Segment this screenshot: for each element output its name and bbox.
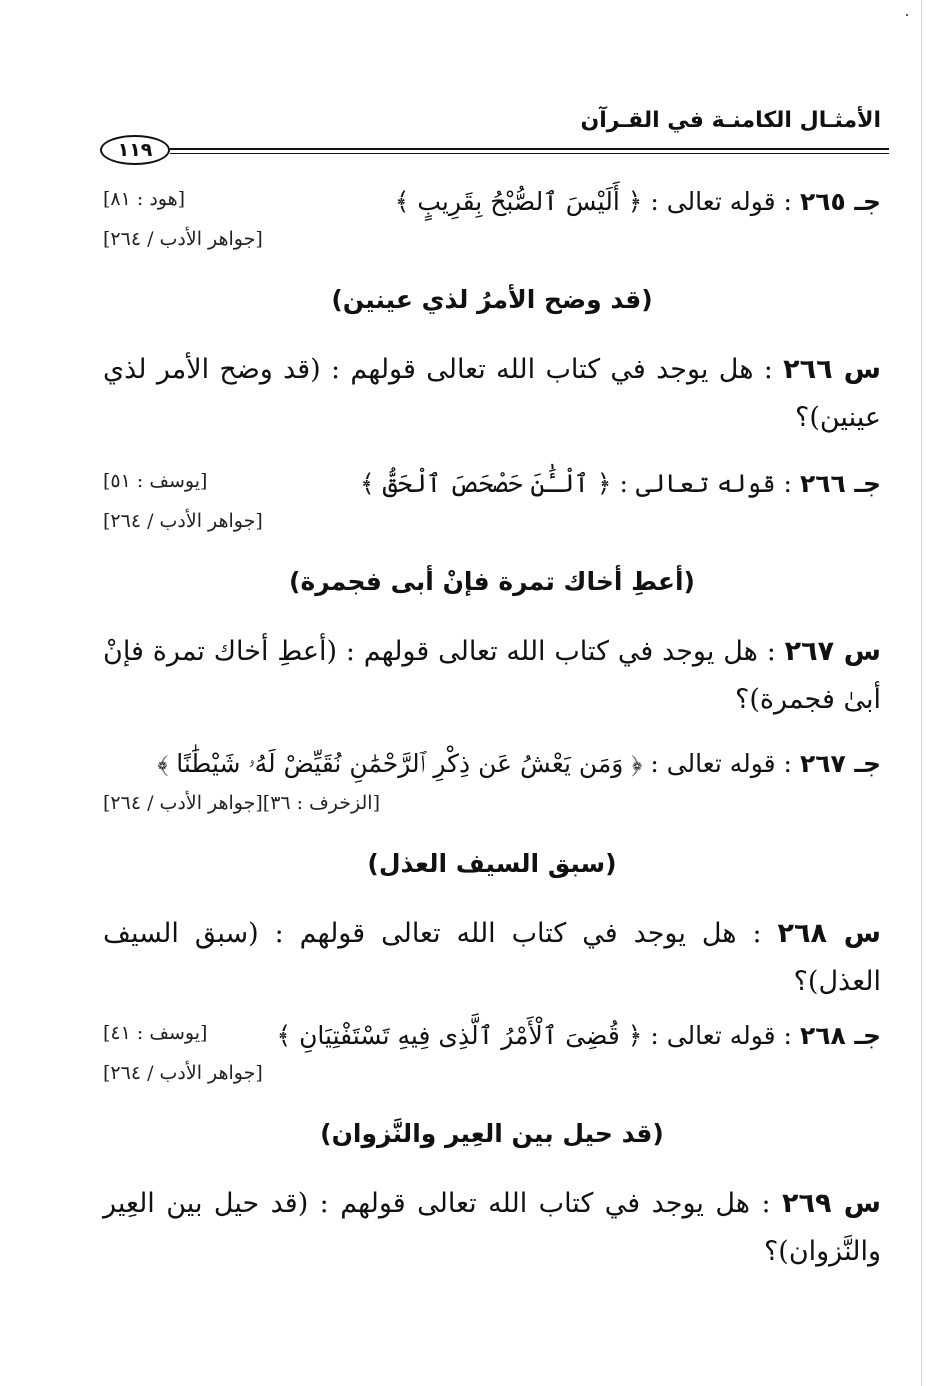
answer-266 <box>103 460 881 506</box>
scan-speck <box>906 14 908 16</box>
question-text: : هل يوجد في كتاب الله تعالى قولهم : (أعطِ أخاك تمرة فإنْ أبىٰ فجمرة)؟ <box>103 636 881 715</box>
source-reference <box>103 1058 881 1088</box>
question-label: س ٢٦٦ <box>783 354 881 385</box>
source-reference <box>103 224 881 254</box>
quran-verse: ﴿ قُضِىَ ٱلْأَمْرُ ٱلَّذِى فِيهِ تَسْتَفْتِيَانِ ﴾ <box>276 1021 643 1050</box>
question-label: س ٢٦٨ <box>777 918 881 949</box>
answer-intro: : قوله تعالى : <box>642 749 800 778</box>
answer-line <box>103 740 881 788</box>
quran-verse: ﴿ وَمَن يَعْشُ عَن ذِكْرِ ٱلرَّحْمَٰنِ نُقَيِّضْ لَهُۥ شَيْطَٰنًا ﴾ <box>157 749 643 778</box>
answer-line <box>103 1012 881 1060</box>
source-reference <box>103 788 881 818</box>
answer-intro: : قوله تعالى : <box>642 187 800 216</box>
quran-verse: ﴿ ٱلْـَٰٔنَ حَصْحَصَ ٱلْحَقُّ ﴾ <box>360 469 612 498</box>
question-label: س ٢٦٩ <box>782 1188 881 1219</box>
question-label: س ٢٦٧ <box>784 636 881 667</box>
surah-reference: [يوسف : ٥١] <box>103 470 208 492</box>
answer-line <box>103 460 881 508</box>
surah-reference: [هود : ٨١] <box>103 188 186 210</box>
answer-267 <box>103 740 881 788</box>
running-title: الأمثـال الكامنـة في القـرآن <box>580 108 881 133</box>
proverb-heading-267: (أعطِ أخاك تمرة فإنْ أبى فجمرة) <box>289 567 695 596</box>
answer-intro: : قوله تعالى : <box>642 1021 800 1050</box>
answer-label: جـ ٢٦٧ <box>799 749 881 778</box>
question-text: : هل يوجد في كتاب الله تعالى قولهم : (قد وضح الأمر لذي عينين)؟ <box>103 354 881 433</box>
question-266 <box>103 346 881 442</box>
page-number: ١١٩ <box>100 135 170 165</box>
source-reference-text: [جواهر الأدب / ٢٦٤] <box>103 1062 263 1084</box>
answer-268 <box>103 1012 881 1058</box>
answer-265 <box>103 178 881 224</box>
answer-intro: : قوله تعالى : <box>611 469 800 498</box>
surah-reference: [يوسف : ٤١] <box>103 1022 208 1044</box>
question-267 <box>103 628 881 724</box>
header-rule <box>170 148 889 154</box>
source-reference-text: [جواهر الأدب / ٢٦٤] <box>103 228 263 250</box>
answer-line <box>103 178 881 226</box>
question-269 <box>103 1180 881 1276</box>
proverb-heading-266: (قد وضح الأمرُ لذي عينين) <box>331 285 653 314</box>
answer-label: جـ ٢٦٨ <box>799 1021 881 1050</box>
source-reference-text: [جواهر الأدب / ٢٦٤] <box>103 510 263 532</box>
page-edge-line <box>921 0 922 1386</box>
proverb-heading-269: (قد حيل بين العِير والنَّزوان) <box>320 1119 664 1148</box>
answer-label: جـ ٢٦٦ <box>799 469 881 498</box>
proverb-heading-268: (سبق السيف العذل) <box>367 849 617 878</box>
answer-label: جـ ٢٦٥ <box>799 187 881 216</box>
source-reference-text: [الزخرف : ٣٦][جواهر الأدب / ٢٦٤] <box>103 792 380 814</box>
question-268 <box>103 910 881 1006</box>
question-text: : هل يوجد في كتاب الله تعالى قولهم : (سبق السيف العذل)؟ <box>103 918 881 997</box>
page-content <box>103 178 881 1276</box>
quran-verse: ﴿ أَلَيْسَ ٱلصُّبْحُ بِقَرِيبٍ ﴾ <box>394 187 643 216</box>
source-reference <box>103 506 881 536</box>
question-text: : هل يوجد في كتاب الله تعالى قولهم : (قد حيل بين العِير والنَّزوان)؟ <box>103 1188 881 1267</box>
